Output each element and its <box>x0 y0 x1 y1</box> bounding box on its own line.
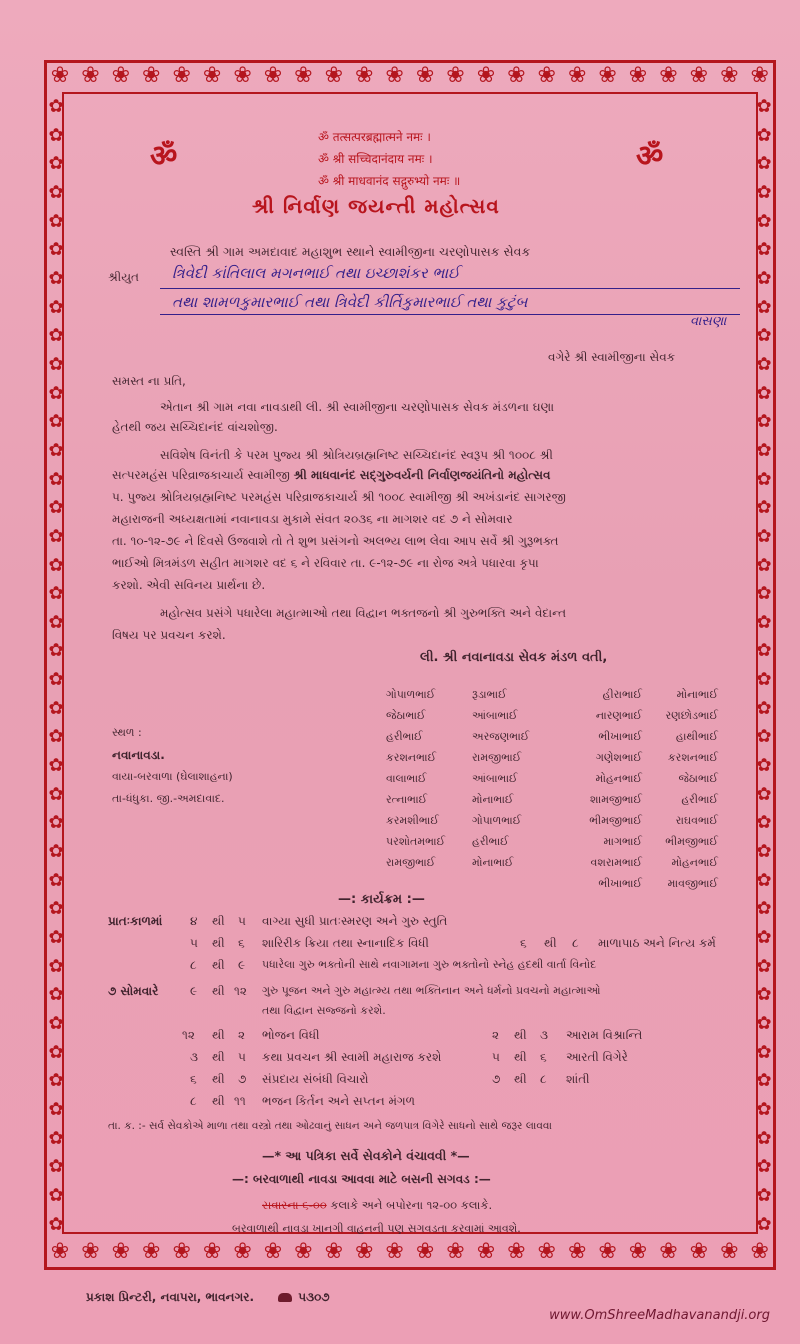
sig-name: પરશોતમભાઈ <box>386 835 446 848</box>
sched-text: સંપ્રદાય સંબંધી વિચારો <box>262 1072 369 1086</box>
sched-dash-2: થી <box>514 1028 527 1042</box>
sig-name: ભીખાભાઈ <box>598 877 642 890</box>
right-lotus-frieze: ✿ ✿ ✿ ✿ ✿ ✿ ✿ ✿ ✿ ✿ ✿ ✿ ✿ ✿ ✿ ✿ ✿ ✿ ✿ ✿ ✿ ✿ ✿ ✿ ✿ ✿ ✿ ✿ ✿ ✿ ✿ ✿ ✿ ✿ ✿ ✿ ✿ ✿ ✿ ✿ <box>756 96 772 1235</box>
sig-name: જેઠાભાઈ <box>386 709 426 722</box>
sched-text-2: આરતી વિગેરે <box>566 1050 628 1064</box>
sched-to: ૫ <box>238 1050 246 1064</box>
printer-name: પ્રકાશ પ્રિન્ટરી, નવાપરા, ભાવનગર. <box>86 1290 255 1304</box>
para1-line-1: એતાન શ્રી ગામ નવા નાવડાથી લી. શ્રી સ્વામીજીના ચરણોપાસક સેવક મંડળના ઘણા <box>160 400 555 414</box>
para2-line-5: તા. ૧૦-૧૨-૭૯ ને દિવસે ઉજવાશે તો તે શુભ પ્રસંગનો અલભ્ય લાભ લેવા આપ સર્વે શ્રી ગુરૂભક્ત <box>112 534 559 548</box>
closing-line-4: બરવાળાથી નાવડા ખાનગી વાહનની પણ સગવડતા કરવામાં આવશે. <box>232 1222 521 1235</box>
addressee-sevak: વગેરે શ્રી સ્વામીજીના સેવક <box>548 350 676 364</box>
sig-name: ભીખાભાઈ <box>598 730 642 743</box>
sig-name: મોહનભાઈ <box>671 856 718 869</box>
sched-dash-2: થી <box>514 1050 527 1064</box>
sig-name: ગોપાળભાઈ <box>472 814 522 827</box>
sched-text-2: શાંતી <box>566 1072 590 1086</box>
sig-name: હીરાભાઈ <box>602 688 642 701</box>
para2-line-3: પ. પુજ્ય શ્રોત્રિયબ્રહ્મનિષ્ટ પરમહંસ પરિવ્રાજકાચાર્ય શ્રી ૧૦૦૮ સ્વામીજી શ્રી અખંડાનંદ સાગરજી <box>112 490 566 504</box>
sig-name <box>472 877 552 898</box>
para2-line-2 <box>112 468 550 483</box>
para3-line-1: મહોત્સવ પ્રસંગે પધારેલા મહાત્માઓ તથા વિદ્વાન ભક્તજનો શ્રી ગુરુભક્તિ અને વેદાન્ત <box>160 606 567 620</box>
sig-name: મોહનભાઈ <box>595 772 642 785</box>
sig-name: હરીભાઈ <box>681 793 718 806</box>
sig-name: રણછોડભાઈ <box>665 709 718 722</box>
sig-name: અરજણભાઈ <box>472 730 530 743</box>
om-symbol-left: ॐ <box>150 139 178 174</box>
sched-dash: થી <box>212 1072 225 1086</box>
sched-dash-2: થી <box>514 1072 527 1086</box>
sched-from: ૮ <box>190 1094 197 1108</box>
sched-from-2: ૨ <box>492 1028 500 1042</box>
sched-to: ૯ <box>238 958 246 972</box>
sched-dash: થી <box>212 984 225 998</box>
printer-credit <box>86 1290 330 1305</box>
sched-dash: થી <box>212 936 225 950</box>
sig-name: રૂડાભાઈ <box>472 688 507 701</box>
sched-dash: થી <box>212 1028 225 1042</box>
sched-text: ભોજન વિધી <box>262 1028 320 1042</box>
sig-name: જેઠાભાઈ <box>678 772 718 785</box>
sched-from: ૬ <box>190 1072 197 1086</box>
website-watermark[interactable]: www.OmShreeMadhavanandji.org <box>549 1308 770 1323</box>
sig-name: મોનાભાઈ <box>472 793 514 806</box>
closing-line-2: —: બરવાળાથી નાવડા આવવા માટે બસની સગવડ :— <box>232 1172 491 1186</box>
signatory-heading: લી. શ્રી નવાનાવડા સેવક મંડળ વતી, <box>420 650 608 665</box>
top-lotus-frieze: ❀ ❀ ❀ ❀ ❀ ❀ ❀ ❀ ❀ ❀ ❀ ❀ ❀ ❀ ❀ ❀ ❀ ❀ ❀ ❀ ❀ ❀ ❀ ❀ <box>50 63 769 88</box>
sched-from-2: ૬ <box>520 936 527 950</box>
sched-to-2: ૮ <box>540 1072 547 1086</box>
bottom-lotus-frieze: ❀ ❀ ❀ ❀ ❀ ❀ ❀ ❀ ❀ ❀ ❀ ❀ ❀ ❀ ❀ ❀ ❀ ❀ ❀ ❀ ❀ ❀ ❀ ❀ <box>50 1239 769 1264</box>
sig-name: આંબાભાઈ <box>472 709 518 722</box>
place-via: વાયા-બરવાળા (ઘેલાશાહના) <box>112 770 233 783</box>
sched-text-cont: તથા વિદ્વાન સજ્જનો કરશે. <box>262 1004 386 1017</box>
invocation-2: ॐ श्री सच्चिदानंदाय नमः । <box>318 152 433 166</box>
para1-line-2: હેતથી જય સચ્ચિદાનંદ વાંચશોજી. <box>112 420 278 434</box>
sig-name: કરશનભાઈ <box>386 751 437 764</box>
sched-dash: થી <box>212 914 225 928</box>
sig-name: આંબાભાઈ <box>472 772 518 785</box>
para2-line-2-a: સત્પરમહંસ પરિવ્રાજકાચાર્ય સ્વામીજી <box>112 468 294 482</box>
sched-text: ગુરુ પૂજન અને ગુરુ મહાત્મ્ય તથા ભક્તિનાન અને ધર્મનો પ્રવચનો મહાત્માઓ <box>262 984 601 997</box>
om-symbol-right: ॐ <box>636 139 664 174</box>
monday-label: ૭ સોમવારે <box>108 984 159 998</box>
sched-text-2: માળાપાઠ અને નિત્ય કર્મ <box>598 936 716 950</box>
sched-from-2: ૭ <box>492 1072 501 1086</box>
sched-from: ૧૨ <box>182 1028 195 1042</box>
para2-line-1: સવિશેષ વિનંતી કે પરમ પુજ્ય શ્રી શ્રોત્રિયબ્રહ્મનિષ્ટ સચ્ચિદાનંદ સ્વરૂપ શ્રી ૧૦૦૮ શ્રી <box>160 448 553 462</box>
morning-label: પ્રાતઃકાળમાં <box>108 914 163 928</box>
closing-line-3 <box>262 1198 492 1213</box>
sched-text: પધારેલા ગુરુ ભક્તોની સાથે નવાગામના ગુરુ ભક્તોનો સ્નેહ હદથી વાર્તા વિનોદ <box>262 958 597 971</box>
left-lotus-frieze: ✿ ✿ ✿ ✿ ✿ ✿ ✿ ✿ ✿ ✿ ✿ ✿ ✿ ✿ ✿ ✿ ✿ ✿ ✿ ✿ ✿ ✿ ✿ ✿ ✿ ✿ ✿ ✿ ✿ ✿ ✿ ✿ ✿ ✿ ✿ ✿ ✿ ✿ ✿ ✿ <box>48 96 64 1235</box>
para2-line-7: કરશો. એવી સવિનય પ્રાર્થના છે. <box>112 578 266 592</box>
program-note: તા. ક. :- સર્વ સેવકોએ માળા તથા વસ્ત્રો તથા ઓઢવાનું સાધન અને જળપાત્ર વિગેરે સાધનો સાથે જરૂર લાવવા <box>108 1120 552 1132</box>
sig-name: ગણેશભાઈ <box>595 751 642 764</box>
sig-name: વાલાભાઈ <box>386 772 427 785</box>
sched-from: ૫ <box>190 936 198 950</box>
sig-name: રાઘવભાઈ <box>675 814 718 827</box>
sig-name: માવજીભાઈ <box>667 877 718 890</box>
sig-name: માગભાઈ <box>603 835 642 848</box>
sched-to: ૨ <box>238 1028 246 1042</box>
addressee-prefix: શ્રીયુત <box>108 270 139 284</box>
sched-text-2: આરામ વિશ્રાન્તિ <box>566 1028 643 1042</box>
bus-times: કલાકે અને બપોરના ૧૨-૦૦ કલાકે. <box>330 1198 493 1212</box>
handwritten-underline-2 <box>160 314 740 315</box>
program-heading: —: કાર્યક્રમ :— <box>338 892 425 907</box>
para2-line-2-b: શ્રી માધવાનંદ સદ્ગુરુવર્યની નિર્વાણજયંતિનો મહોત્સવ <box>293 468 551 482</box>
invocation-3: ॐ श्री माधवानंद सद्गुरुभ्यो नमः ॥ <box>318 174 461 188</box>
handwritten-underline-1 <box>160 288 740 289</box>
sched-text: કથા પ્રવચન શ્રી સ્વામી મહારાજ કરશે <box>262 1050 442 1064</box>
sched-to-2: ૮ <box>572 936 579 950</box>
sched-to: ૫ <box>238 914 246 928</box>
struck-time: સવારના ૬-૦૦ <box>262 1198 327 1212</box>
sched-text: ભજન કિર્તન અને સપ્તન મંગળ <box>262 1094 416 1108</box>
sig-name: કરમશીભાઈ <box>386 814 439 827</box>
document-title: શ્રી નિર્વાણ જયન્તી મહોત્સવ <box>252 194 500 218</box>
sched-to-2: ૬ <box>540 1050 547 1064</box>
place-name: નવાનાવડા. <box>112 748 165 762</box>
sig-name: વશરામભાઈ <box>590 856 642 869</box>
sched-to: ૧૨ <box>234 984 247 998</box>
handwritten-name-line-3: વાસણા <box>690 314 727 329</box>
place-label: સ્થળ : <box>112 726 142 739</box>
sched-to: ૬ <box>238 936 245 950</box>
sig-name: શામજીભાઈ <box>590 793 642 806</box>
sched-to-2: ૩ <box>540 1028 548 1042</box>
sched-dash: થી <box>212 958 225 972</box>
sched-dash: થી <box>212 1094 225 1108</box>
signatory-names <box>386 688 726 898</box>
sched-dash: થી <box>212 1050 225 1064</box>
sched-text: શારિરીક ક્રિયા તથા સ્નાનાદિક વિધી <box>262 936 429 950</box>
sched-to: ૭ <box>238 1072 247 1086</box>
sched-from: ૪ <box>190 914 198 928</box>
sig-name: હરીભાઈ <box>386 730 423 743</box>
sig-name: ભીમજીભાઈ <box>665 835 718 848</box>
sched-to: ૧૧ <box>234 1094 246 1108</box>
sig-name: ગોપાળભાઈ <box>386 688 436 701</box>
addressee-line: સ્વસ્તિ શ્રી ગામ અમદાવાદ મહાશુભ સ્થાને સ્વામીજીના ચરણોપાસક સેવક <box>170 244 531 259</box>
sched-from: ૯ <box>190 984 198 998</box>
sched-from: ૮ <box>190 958 197 972</box>
sig-name: કરશનભાઈ <box>667 751 718 764</box>
para2-line-6: ભાઈઓ મિત્રમંડળ સહીત માગશર વદ ૬ ને રવિવાર તા. ૯-૧૨-૭૯ ના રોજ અત્રે પધારવા કૃપા <box>112 556 539 570</box>
sched-dash-2: થી <box>544 936 557 950</box>
phone-number: ૫૩૦૭ <box>298 1290 330 1304</box>
invocation-1: ॐ तत्सत्परब्रह्मात्मने नमः । <box>318 130 431 144</box>
closing-line-1: —* આ પત્રિકા સર્વે સેવકોને વંચાવવી *— <box>262 1148 470 1163</box>
sig-name: ભીમજીભાઈ <box>589 814 642 827</box>
sig-name: નારણભાઈ <box>595 709 642 722</box>
sig-name: હરીભાઈ <box>472 835 509 848</box>
sched-from: ૩ <box>190 1050 198 1064</box>
sig-name: મોનાભાઈ <box>472 856 514 869</box>
para3-line-2: વિષય પર પ્રવચન કરશે. <box>112 628 226 642</box>
place-district: તા-ધંધુકા. જી.-અમદાવાદ. <box>112 792 225 805</box>
sched-from-2: ૫ <box>492 1050 500 1064</box>
handwritten-name-line-1: ત્રિવેદી કાંતિલાલ મગનભાઈ તથા ઇચ્છાશંકર ભાઈ <box>172 264 460 282</box>
sig-name: હાથીભાઈ <box>675 730 718 743</box>
sched-text: વાગ્યા સુધી પ્રાતઃસ્મરણ અને ગુરુ સ્તુતિ <box>262 914 448 928</box>
sig-name: રામજીભાઈ <box>386 856 436 869</box>
phone-block <box>278 1290 329 1304</box>
sig-name: મોનાભાઈ <box>676 688 718 701</box>
samast-line: સમસ્ત ના પ્રતિ, <box>112 374 186 388</box>
sig-name: રત્નાભાઈ <box>386 793 428 806</box>
handwritten-name-line-2: તથા શામળકુમારભાઈ તથા ત્રિવેદી કીર્તિકુમારભાઈ તથા કુટુંબ <box>172 293 528 311</box>
para2-line-4: મહારાજની અધ્યક્ષતામાં નવાનાવડા મુકામે સંવત ૨૦૩૬ ના માગશર વદ ૭ ને સોમવાર <box>112 512 513 526</box>
sig-name: રામજીભાઈ <box>472 751 522 764</box>
telephone-icon <box>278 1293 292 1302</box>
